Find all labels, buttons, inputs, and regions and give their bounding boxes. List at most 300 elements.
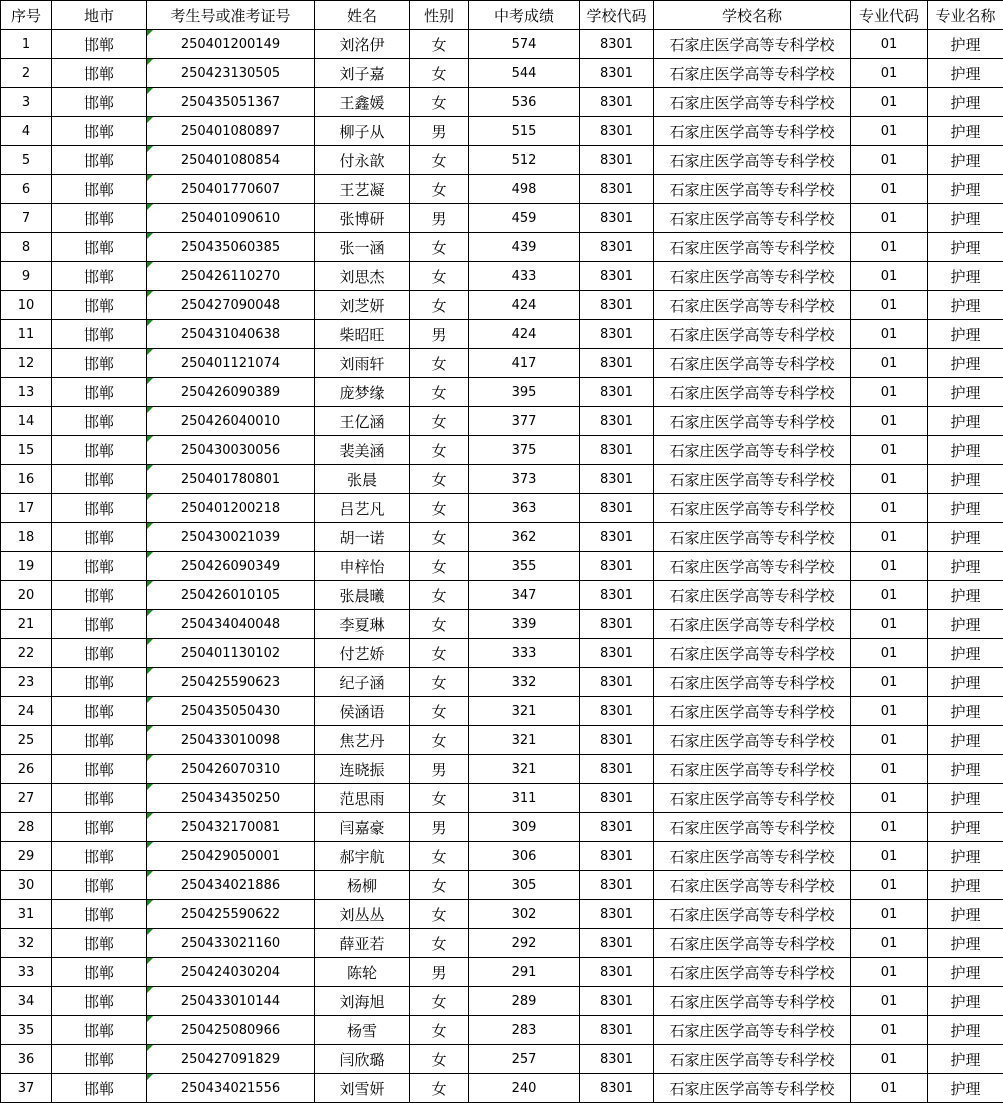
cell-index: 5 [1,146,52,175]
cell-gender: 女 [410,552,469,581]
cell-gender: 男 [410,204,469,233]
cell-exam-id: 250401121074 [147,349,315,378]
table-row [1,291,1003,320]
cell-school-code: 8301 [580,958,654,987]
cell-score: 424 [469,320,580,349]
cell-gender: 男 [410,958,469,987]
cell-school-code: 8301 [580,1016,654,1045]
cell-major-name: 护理 [928,813,1003,842]
cell-index: 3 [1,88,52,117]
cell-school-name: 石家庄医学高等专科学校 [654,349,851,378]
cell-city: 邯郸 [52,291,147,320]
cell-exam-id: 250426090349 [147,552,315,581]
table-row [1,726,1003,755]
cell-city: 邯郸 [52,523,147,552]
table-row [1,639,1003,668]
cell-score: 289 [469,987,580,1016]
cell-city: 邯郸 [52,726,147,755]
cell-city: 邯郸 [52,871,147,900]
cell-name: 刘雪妍 [315,1074,410,1103]
cell-score: 321 [469,755,580,784]
cell-score: 512 [469,146,580,175]
cell-school-name: 石家庄医学高等专科学校 [654,1074,851,1103]
cell-exam-id: 250427091829 [147,1045,315,1074]
table-row [1,262,1003,291]
cell-index: 25 [1,726,52,755]
cell-exam-id: 250433010144 [147,987,315,1016]
cell-name: 闫欣璐 [315,1045,410,1074]
cell-major-code: 01 [851,523,928,552]
cell-score: 433 [469,262,580,291]
cell-gender: 女 [410,88,469,117]
cell-school-code: 8301 [580,813,654,842]
cell-city: 邯郸 [52,842,147,871]
table-row [1,465,1003,494]
cell-index: 31 [1,900,52,929]
cell-index: 19 [1,552,52,581]
cell-school-code: 8301 [580,378,654,407]
cell-city: 邯郸 [52,639,147,668]
cell-major-code: 01 [851,349,928,378]
cell-gender: 女 [410,1074,469,1103]
cell-exam-id: 250401780801 [147,465,315,494]
cell-school-code: 8301 [580,262,654,291]
cell-major-name: 护理 [928,726,1003,755]
cell-gender: 男 [410,755,469,784]
cell-school-code: 8301 [580,233,654,262]
cell-school-name: 石家庄医学高等专科学校 [654,378,851,407]
cell-gender: 女 [410,610,469,639]
cell-exam-id: 250434021556 [147,1074,315,1103]
cell-school-name: 石家庄医学高等专科学校 [654,436,851,465]
cell-major-name: 护理 [928,175,1003,204]
table-row [1,88,1003,117]
col-header-index: 序号 [1,1,52,30]
cell-score: 347 [469,581,580,610]
col-header-gender: 性别 [410,1,469,30]
cell-major-code: 01 [851,552,928,581]
cell-score: 283 [469,1016,580,1045]
cell-score: 515 [469,117,580,146]
cell-school-code: 8301 [580,929,654,958]
cell-major-code: 01 [851,117,928,146]
cell-major-name: 护理 [928,262,1003,291]
cell-school-name: 石家庄医学高等专科学校 [654,755,851,784]
cell-index: 9 [1,262,52,291]
cell-school-name: 石家庄医学高等专科学校 [654,1045,851,1074]
cell-name: 柳子从 [315,117,410,146]
cell-exam-id: 250424030204 [147,958,315,987]
cell-school-name: 石家庄医学高等专科学校 [654,639,851,668]
table-row [1,755,1003,784]
cell-major-name: 护理 [928,59,1003,88]
cell-school-code: 8301 [580,88,654,117]
cell-city: 邯郸 [52,581,147,610]
cell-name: 王艺凝 [315,175,410,204]
cell-major-name: 护理 [928,146,1003,175]
cell-index: 26 [1,755,52,784]
cell-exam-id: 250423130505 [147,59,315,88]
cell-major-code: 01 [851,871,928,900]
cell-major-name: 护理 [928,117,1003,146]
cell-exam-id: 250425080966 [147,1016,315,1045]
col-header-city: 地市 [52,1,147,30]
cell-index: 7 [1,204,52,233]
cell-school-code: 8301 [580,523,654,552]
cell-major-name: 护理 [928,784,1003,813]
table-row [1,320,1003,349]
cell-school-name: 石家庄医学高等专科学校 [654,842,851,871]
cell-score: 305 [469,871,580,900]
cell-gender: 女 [410,842,469,871]
cell-name: 范思雨 [315,784,410,813]
cell-name: 庞梦缘 [315,378,410,407]
cell-index: 2 [1,59,52,88]
cell-school-code: 8301 [580,784,654,813]
cell-major-name: 护理 [928,436,1003,465]
cell-gender: 女 [410,900,469,929]
cell-school-name: 石家庄医学高等专科学校 [654,465,851,494]
cell-city: 邯郸 [52,1016,147,1045]
cell-major-name: 护理 [928,871,1003,900]
cell-city: 邯郸 [52,552,147,581]
cell-city: 邯郸 [52,987,147,1016]
cell-gender: 男 [410,320,469,349]
cell-major-name: 护理 [928,378,1003,407]
cell-score: 339 [469,610,580,639]
cell-index: 27 [1,784,52,813]
table-row [1,813,1003,842]
cell-school-code: 8301 [580,639,654,668]
cell-index: 32 [1,929,52,958]
table-row [1,378,1003,407]
cell-major-name: 护理 [928,668,1003,697]
cell-score: 574 [469,30,580,59]
table-row [1,1074,1003,1103]
cell-city: 邯郸 [52,1045,147,1074]
cell-gender: 女 [410,1016,469,1045]
cell-school-name: 石家庄医学高等专科学校 [654,30,851,59]
cell-city: 邯郸 [52,262,147,291]
cell-gender: 女 [410,59,469,88]
cell-major-code: 01 [851,465,928,494]
cell-gender: 男 [410,117,469,146]
cell-name: 侯涵语 [315,697,410,726]
cell-gender: 女 [410,523,469,552]
cell-major-name: 护理 [928,842,1003,871]
cell-school-name: 石家庄医学高等专科学校 [654,581,851,610]
cell-name: 陈轮 [315,958,410,987]
cell-gender: 女 [410,233,469,262]
cell-school-code: 8301 [580,1074,654,1103]
cell-city: 邯郸 [52,378,147,407]
col-header-school-code: 学校代码 [580,1,654,30]
cell-gender: 女 [410,291,469,320]
cell-score: 373 [469,465,580,494]
cell-exam-id: 250432170081 [147,813,315,842]
cell-score: 321 [469,726,580,755]
cell-score: 355 [469,552,580,581]
cell-index: 10 [1,291,52,320]
cell-exam-id: 250426040010 [147,407,315,436]
cell-major-code: 01 [851,668,928,697]
cell-name: 张晨曦 [315,581,410,610]
cell-major-code: 01 [851,958,928,987]
cell-school-name: 石家庄医学高等专科学校 [654,668,851,697]
cell-gender: 女 [410,784,469,813]
cell-index: 29 [1,842,52,871]
cell-school-code: 8301 [580,59,654,88]
cell-major-code: 01 [851,784,928,813]
cell-major-code: 01 [851,813,928,842]
cell-major-name: 护理 [928,1016,1003,1045]
cell-school-name: 石家庄医学高等专科学校 [654,784,851,813]
cell-major-name: 护理 [928,494,1003,523]
cell-exam-id: 250434040048 [147,610,315,639]
cell-name: 刘洺伊 [315,30,410,59]
cell-index: 4 [1,117,52,146]
cell-school-code: 8301 [580,726,654,755]
cell-exam-id: 250401770607 [147,175,315,204]
cell-school-code: 8301 [580,987,654,1016]
cell-name: 李夏琳 [315,610,410,639]
cell-index: 17 [1,494,52,523]
cell-school-name: 石家庄医学高等专科学校 [654,697,851,726]
cell-name: 刘雨轩 [315,349,410,378]
table-row [1,1016,1003,1045]
cell-school-name: 石家庄医学高等专科学校 [654,88,851,117]
cell-name: 连晓振 [315,755,410,784]
cell-major-name: 护理 [928,407,1003,436]
cell-major-code: 01 [851,262,928,291]
cell-name: 闫嘉豪 [315,813,410,842]
col-header-exam-id: 考生号或准考证号 [147,1,315,30]
cell-score: 375 [469,436,580,465]
cell-score: 321 [469,697,580,726]
cell-major-code: 01 [851,755,928,784]
cell-school-code: 8301 [580,146,654,175]
table-row [1,146,1003,175]
cell-city: 邯郸 [52,813,147,842]
cell-major-code: 01 [851,30,928,59]
cell-major-name: 护理 [928,1045,1003,1074]
cell-school-name: 石家庄医学高等专科学校 [654,407,851,436]
cell-major-code: 01 [851,407,928,436]
cell-major-name: 护理 [928,88,1003,117]
cell-exam-id: 250435051367 [147,88,315,117]
cell-city: 邯郸 [52,117,147,146]
cell-school-code: 8301 [580,871,654,900]
cell-school-code: 8301 [580,697,654,726]
cell-index: 18 [1,523,52,552]
table-row [1,117,1003,146]
table-row [1,436,1003,465]
cell-index: 12 [1,349,52,378]
cell-city: 邯郸 [52,175,147,204]
cell-school-name: 石家庄医学高等专科学校 [654,59,851,88]
cell-major-name: 护理 [928,610,1003,639]
table-row [1,842,1003,871]
cell-name: 郝宇航 [315,842,410,871]
cell-city: 邯郸 [52,697,147,726]
cell-score: 309 [469,813,580,842]
cell-major-name: 护理 [928,929,1003,958]
col-header-score: 中考成绩 [469,1,580,30]
cell-school-code: 8301 [580,755,654,784]
cell-index: 36 [1,1045,52,1074]
cell-school-code: 8301 [580,1045,654,1074]
cell-exam-id: 250435050430 [147,697,315,726]
cell-school-name: 石家庄医学高等专科学校 [654,291,851,320]
cell-name: 付永歆 [315,146,410,175]
cell-gender: 女 [410,871,469,900]
cell-major-code: 01 [851,639,928,668]
cell-exam-id: 250430030056 [147,436,315,465]
cell-gender: 女 [410,30,469,59]
cell-major-code: 01 [851,204,928,233]
cell-major-code: 01 [851,1074,928,1103]
cell-city: 邯郸 [52,320,147,349]
cell-school-name: 石家庄医学高等专科学校 [654,175,851,204]
table-row [1,900,1003,929]
cell-city: 邯郸 [52,146,147,175]
cell-school-name: 石家庄医学高等专科学校 [654,552,851,581]
table-row [1,233,1003,262]
cell-school-name: 石家庄医学高等专科学校 [654,117,851,146]
cell-city: 邯郸 [52,784,147,813]
cell-gender: 女 [410,175,469,204]
cell-gender: 女 [410,987,469,1016]
cell-exam-id: 250435060385 [147,233,315,262]
cell-index: 24 [1,697,52,726]
cell-school-code: 8301 [580,436,654,465]
cell-major-name: 护理 [928,581,1003,610]
cell-school-code: 8301 [580,320,654,349]
cell-city: 邯郸 [52,407,147,436]
cell-major-name: 护理 [928,552,1003,581]
cell-school-code: 8301 [580,117,654,146]
cell-city: 邯郸 [52,465,147,494]
cell-major-name: 护理 [928,349,1003,378]
cell-exam-id: 250434021886 [147,871,315,900]
cell-gender: 女 [410,146,469,175]
cell-name: 刘思杰 [315,262,410,291]
cell-index: 21 [1,610,52,639]
cell-major-code: 01 [851,610,928,639]
cell-school-code: 8301 [580,494,654,523]
cell-school-name: 石家庄医学高等专科学校 [654,929,851,958]
cell-score: 363 [469,494,580,523]
cell-name: 裴美涵 [315,436,410,465]
cell-name: 杨柳 [315,871,410,900]
cell-name: 柴昭旺 [315,320,410,349]
table-row [1,30,1003,59]
cell-city: 邯郸 [52,233,147,262]
col-header-major-code: 专业代码 [851,1,928,30]
cell-major-name: 护理 [928,523,1003,552]
cell-name: 张晨 [315,465,410,494]
cell-major-code: 01 [851,88,928,117]
cell-score: 459 [469,204,580,233]
cell-city: 邯郸 [52,494,147,523]
cell-major-code: 01 [851,233,928,262]
cell-school-name: 石家庄医学高等专科学校 [654,610,851,639]
cell-score: 544 [469,59,580,88]
cell-major-name: 护理 [928,291,1003,320]
cell-major-name: 护理 [928,320,1003,349]
table-row [1,552,1003,581]
table-row [1,1045,1003,1074]
cell-exam-id: 250425590623 [147,668,315,697]
cell-major-code: 01 [851,697,928,726]
cell-index: 33 [1,958,52,987]
cell-city: 邯郸 [52,755,147,784]
cell-school-name: 石家庄医学高等专科学校 [654,204,851,233]
cell-index: 35 [1,1016,52,1045]
table-row [1,581,1003,610]
cell-school-code: 8301 [580,552,654,581]
cell-name: 刘海旭 [315,987,410,1016]
table-row [1,523,1003,552]
cell-major-code: 01 [851,320,928,349]
cell-school-code: 8301 [580,581,654,610]
cell-exam-id: 250401080854 [147,146,315,175]
cell-city: 邯郸 [52,610,147,639]
cell-gender: 女 [410,262,469,291]
cell-school-name: 石家庄医学高等专科学校 [654,262,851,291]
cell-index: 30 [1,871,52,900]
cell-name: 薛亚若 [315,929,410,958]
cell-score: 257 [469,1045,580,1074]
cell-major-code: 01 [851,1045,928,1074]
table-row [1,871,1003,900]
cell-index: 13 [1,378,52,407]
table-row [1,610,1003,639]
cell-major-code: 01 [851,59,928,88]
cell-score: 417 [469,349,580,378]
cell-school-code: 8301 [580,900,654,929]
cell-index: 1 [1,30,52,59]
table-row [1,784,1003,813]
cell-gender: 女 [410,436,469,465]
cell-index: 16 [1,465,52,494]
cell-school-name: 石家庄医学高等专科学校 [654,494,851,523]
cell-index: 23 [1,668,52,697]
cell-major-code: 01 [851,929,928,958]
cell-school-name: 石家庄医学高等专科学校 [654,987,851,1016]
cell-name: 吕艺凡 [315,494,410,523]
cell-gender: 女 [410,581,469,610]
cell-name: 杨雪 [315,1016,410,1045]
cell-exam-id: 250426110270 [147,262,315,291]
cell-index: 6 [1,175,52,204]
cell-score: 498 [469,175,580,204]
cell-score: 332 [469,668,580,697]
cell-index: 22 [1,639,52,668]
cell-gender: 女 [410,726,469,755]
cell-name: 刘丛丛 [315,900,410,929]
cell-major-name: 护理 [928,1074,1003,1103]
table-body [1,30,1003,1103]
cell-major-name: 护理 [928,233,1003,262]
cell-school-code: 8301 [580,175,654,204]
cell-gender: 女 [410,1045,469,1074]
cell-index: 34 [1,987,52,1016]
cell-school-code: 8301 [580,204,654,233]
cell-school-code: 8301 [580,668,654,697]
table-row [1,697,1003,726]
cell-city: 邯郸 [52,436,147,465]
